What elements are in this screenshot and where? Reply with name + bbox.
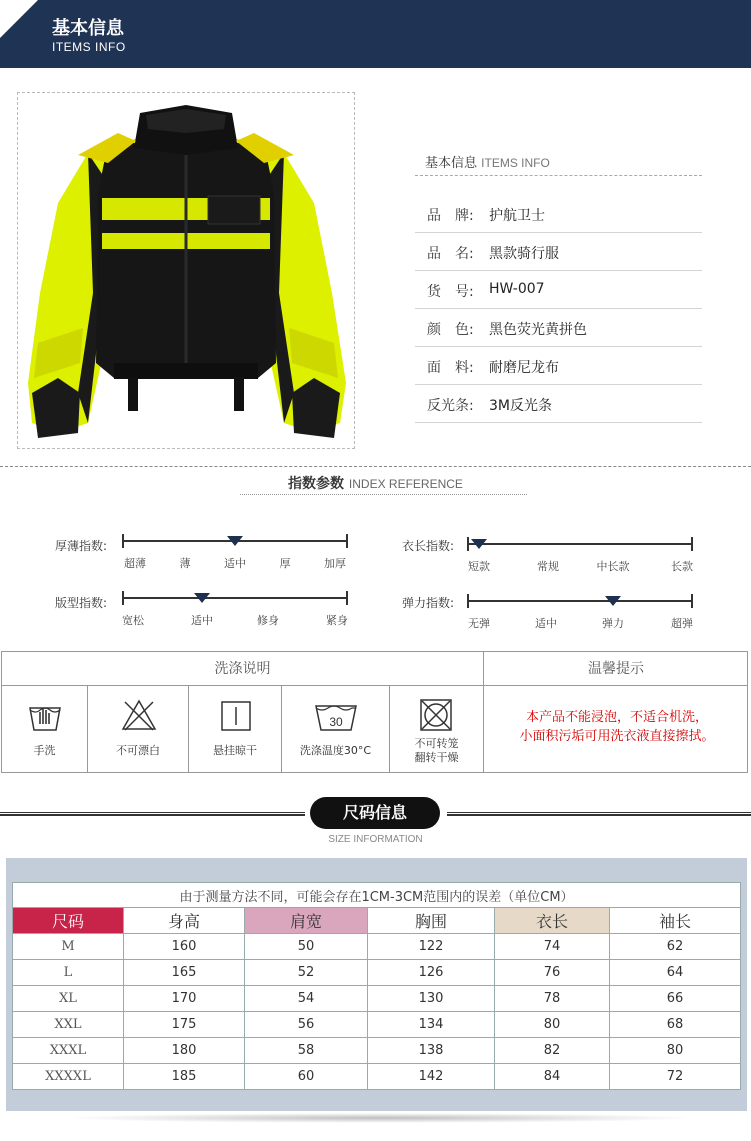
info-key: 面 料: bbox=[427, 360, 474, 376]
info-title-divider bbox=[415, 175, 702, 176]
info-value: 耐磨尼龙布 bbox=[489, 360, 559, 376]
wash-temp-icon bbox=[314, 700, 358, 732]
slider-tick-label: 紧身 bbox=[326, 614, 348, 627]
size-cell-size: L bbox=[13, 960, 124, 986]
slider-label-stretch: 弹力指数: bbox=[402, 596, 455, 610]
size-header-row bbox=[13, 908, 741, 934]
slider-tick-label: 弹力 bbox=[602, 617, 624, 630]
info-title-en: ITEMS INFO bbox=[481, 156, 550, 170]
slider-cap bbox=[467, 537, 469, 551]
size-cell-size: XXL bbox=[13, 1012, 124, 1038]
size-cell-value: 84 bbox=[495, 1064, 610, 1090]
info-value: HW-007 bbox=[489, 281, 545, 297]
wash-heading: 洗涤说明 bbox=[2, 652, 484, 686]
slider-tick-label: 修身 bbox=[257, 614, 279, 627]
size-cell-value: 138 bbox=[368, 1038, 495, 1064]
wash-label: 不可漂白 bbox=[116, 744, 160, 757]
wash-item-hand bbox=[2, 686, 88, 773]
index-title-en: INDEX REFERENCE bbox=[348, 477, 463, 491]
slider-track-stretch bbox=[467, 600, 693, 602]
info-value: 3M反光条 bbox=[489, 398, 552, 414]
size-rule-left bbox=[0, 812, 305, 816]
info-key: 品 名: bbox=[427, 246, 474, 262]
slider-cap bbox=[122, 534, 124, 548]
size-subtitle: SIZE INFORMATION bbox=[328, 834, 423, 845]
slider-tick-label: 适中 bbox=[191, 614, 213, 627]
wash-label: 洗涤温度30°C bbox=[299, 744, 372, 757]
size-cell-value: 185 bbox=[124, 1064, 245, 1090]
info-row-name bbox=[415, 233, 702, 271]
header-title-cn: 基本信息 bbox=[52, 18, 124, 39]
size-col-header: 尺码 bbox=[13, 908, 124, 934]
size-cell-value: 126 bbox=[368, 960, 495, 986]
section-divider bbox=[0, 466, 751, 467]
slider-tick-label: 无弹 bbox=[468, 617, 490, 630]
info-value: 护航卫士 bbox=[489, 208, 545, 224]
size-cell-value: 58 bbox=[245, 1038, 368, 1064]
size-cell-value: 76 bbox=[495, 960, 610, 986]
size-cell-value: 64 bbox=[610, 960, 741, 986]
slider-tick-label: 厚 bbox=[279, 557, 291, 570]
slider-tick-label: 适中 bbox=[224, 557, 246, 570]
wash-item-hang-dry bbox=[189, 686, 282, 773]
no-tumble-dry-icon bbox=[419, 698, 453, 732]
size-row bbox=[13, 1064, 741, 1090]
size-cell-value: 175 bbox=[124, 1012, 245, 1038]
size-cell-value: 74 bbox=[495, 934, 610, 960]
size-cell-value: 122 bbox=[368, 934, 495, 960]
slider-marker-thickness bbox=[227, 536, 243, 546]
no-bleach-icon bbox=[121, 698, 157, 732]
size-title: 尺码信息 bbox=[310, 797, 440, 829]
size-cell-value: 78 bbox=[495, 986, 610, 1012]
size-cell-value: 52 bbox=[245, 960, 368, 986]
info-row-brand bbox=[415, 195, 702, 233]
tips-heading: 温馨提示 bbox=[484, 652, 748, 686]
info-title bbox=[425, 152, 550, 171]
size-cell-value: 68 bbox=[610, 1012, 741, 1038]
wash-item-no-bleach bbox=[88, 686, 189, 773]
size-cell-value: 56 bbox=[245, 1012, 368, 1038]
size-row bbox=[13, 1038, 741, 1064]
info-key: 颜 色: bbox=[427, 322, 474, 338]
size-row bbox=[13, 934, 741, 960]
wash-item-no-tumble bbox=[390, 686, 484, 773]
size-col-header: 肩宽 bbox=[245, 908, 368, 934]
slider-marker-fit bbox=[194, 593, 210, 603]
size-cell-value: 60 bbox=[245, 1064, 368, 1090]
slider-cap bbox=[122, 591, 124, 605]
size-cell-value: 80 bbox=[610, 1038, 741, 1064]
size-col-header: 身高 bbox=[124, 908, 245, 934]
size-table-body bbox=[13, 934, 741, 1090]
size-cell-value: 62 bbox=[610, 934, 741, 960]
size-table bbox=[12, 882, 741, 1090]
jacket-image bbox=[18, 93, 354, 448]
wash-item-temp bbox=[282, 686, 390, 773]
slider-cap bbox=[691, 594, 693, 608]
info-value: 黑色荧光黄拼色 bbox=[489, 322, 587, 338]
size-note: 由于测量方法不同，可能会存在1CM-3CM范围内的误差（单位CM） bbox=[13, 883, 741, 908]
hang-dry-icon bbox=[220, 700, 252, 732]
size-cell-value: 54 bbox=[245, 986, 368, 1012]
product-photo bbox=[17, 92, 355, 449]
index-title-divider bbox=[240, 494, 527, 495]
size-rule-right bbox=[447, 812, 751, 816]
index-title-cn: 指数参数 bbox=[288, 476, 345, 492]
size-cell-value: 180 bbox=[124, 1038, 245, 1064]
size-col-header: 袖长 bbox=[610, 908, 741, 934]
slider-label-fit: 版型指数: bbox=[55, 596, 108, 610]
table-shadow bbox=[60, 1113, 700, 1123]
info-row-sku bbox=[415, 271, 702, 309]
slider-track-length bbox=[467, 543, 693, 545]
size-cell-value: 134 bbox=[368, 1012, 495, 1038]
slider-cap bbox=[467, 594, 469, 608]
info-key: 反光条: bbox=[427, 398, 474, 414]
slider-tick-label: 适中 bbox=[535, 617, 557, 630]
slider-marker-stretch bbox=[605, 596, 621, 606]
slider-track-fit bbox=[122, 597, 348, 599]
slider-marker-length bbox=[471, 539, 487, 549]
size-cell-value: 130 bbox=[368, 986, 495, 1012]
header-title-en: ITEMS INFO bbox=[52, 40, 126, 54]
size-cell-value: 50 bbox=[245, 934, 368, 960]
size-cell-value: 160 bbox=[124, 934, 245, 960]
corner-notch bbox=[0, 0, 38, 38]
size-cell-value: 80 bbox=[495, 1012, 610, 1038]
wash-label: 悬挂晾干 bbox=[213, 744, 257, 757]
info-key: 货 号: bbox=[427, 284, 474, 300]
slider-tick-label: 长款 bbox=[671, 560, 693, 573]
wash-label: 不可转笼 翻转干燥 bbox=[414, 737, 459, 764]
size-row bbox=[13, 1012, 741, 1038]
slider-tick-label: 超薄 bbox=[124, 557, 146, 570]
size-cell-value: 142 bbox=[368, 1064, 495, 1090]
slider-cap bbox=[346, 534, 348, 548]
size-cell-size: XL bbox=[13, 986, 124, 1012]
size-cell-value: 72 bbox=[610, 1064, 741, 1090]
size-col-header: 衣长 bbox=[495, 908, 610, 934]
slider-tick-label: 超弹 bbox=[671, 617, 693, 630]
slider-tick-label: 常规 bbox=[537, 560, 559, 573]
size-cell-size: XXXL bbox=[13, 1038, 124, 1064]
size-col-header: 胸围 bbox=[368, 908, 495, 934]
hand-wash-icon bbox=[28, 700, 62, 732]
slider-label-length: 衣长指数: bbox=[402, 539, 455, 553]
wash-label: 手洗 bbox=[33, 744, 56, 757]
info-row-reflective bbox=[415, 385, 702, 423]
slider-cap bbox=[346, 591, 348, 605]
size-cell-value: 170 bbox=[124, 986, 245, 1012]
wash-temp-value: 30 bbox=[329, 715, 343, 729]
slider-tick-label: 薄 bbox=[179, 557, 191, 570]
slider-tick-label: 加厚 bbox=[324, 557, 346, 570]
info-row-color bbox=[415, 309, 702, 347]
slider-cap bbox=[691, 537, 693, 551]
info-value: 黑款骑行服 bbox=[489, 246, 559, 262]
care-tip: 本产品不能浸泡，不适合机洗， 小面积污垢可用洗衣液直接擦拭。 bbox=[519, 710, 715, 744]
size-cell-size: M bbox=[13, 934, 124, 960]
size-row bbox=[13, 986, 741, 1012]
size-row bbox=[13, 960, 741, 986]
info-key: 品 牌: bbox=[427, 208, 474, 224]
slider-tick-label: 短款 bbox=[468, 560, 490, 573]
index-title bbox=[0, 473, 751, 493]
size-cell-value: 82 bbox=[495, 1038, 610, 1064]
info-row-fabric bbox=[415, 347, 702, 385]
wash-table bbox=[1, 651, 748, 773]
size-cell-size: XXXXL bbox=[13, 1064, 124, 1090]
slider-tick-label: 宽松 bbox=[122, 614, 144, 627]
slider-tick-label: 中长款 bbox=[596, 560, 630, 573]
size-cell-value: 66 bbox=[610, 986, 741, 1012]
size-cell-value: 165 bbox=[124, 960, 245, 986]
header-banner bbox=[0, 0, 751, 68]
info-title-cn: 基本信息 bbox=[425, 156, 478, 171]
slider-label-thickness: 厚薄指数: bbox=[55, 539, 108, 553]
